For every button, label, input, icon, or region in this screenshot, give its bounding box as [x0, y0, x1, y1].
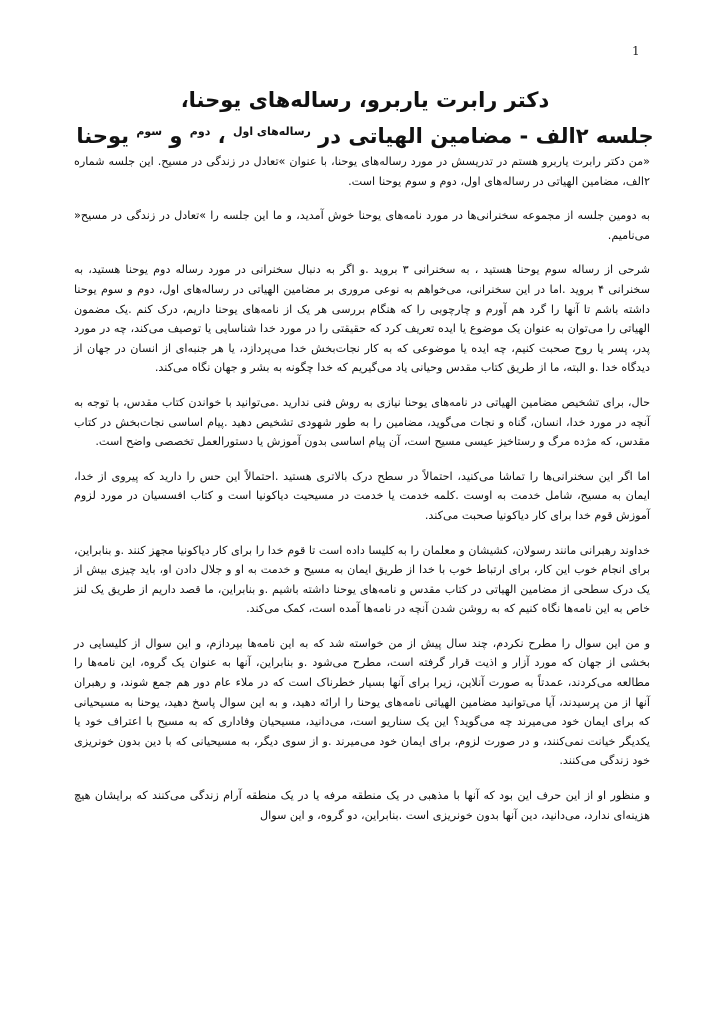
- title-line-2: [60, 116, 670, 152]
- page-number: 1: [632, 44, 640, 58]
- title-superscript-third: سوم: [136, 125, 163, 138]
- title-line-2-prefix: جلسه ۲الف - مضامین الهیاتی در: [318, 124, 654, 148]
- paragraph: اما اگر این سخنرانی‌ها را تماشا می‌کنید، احتمالاً در سطح درک بالاتری هستید .احتمالاً این حس را دارید که پیروی از خدا، ایمان به مسیح، شامل خدمت به اوست .کلمه خدمت یا خدمت در مسیحیت دیاکونیا است و کتاب افسسیان در مورد لزوم آموزش قوم خدا برای کار دیاکونیا صحبت می‌کند.: [74, 469, 650, 522]
- title-and: و: [169, 124, 183, 148]
- document-body: [74, 152, 650, 840]
- title-superscript-first: رساله‌های اول: [232, 125, 311, 138]
- title-line-1: دکتر رابرت یاربرو، رساله‌های یوحنا،: [180, 88, 550, 112]
- paragraph: و منظور او از این حرف این بود که آنها با مذهبی در یک منطقه مرفه یا در یک منطقه آرام زندگی می‌کنند که برایشان هیچ هزینه‌ای ندارد، می‌دانید، دین آنها بدون خونریزی است .بنابراین، دو گروه، و این سوال: [74, 789, 650, 822]
- paragraph: و من این سوال را مطرح نکردم، چند سال پیش از من خواسته شد که به این نامه‌ها بپردازم، و این سوال از کلیسایی در بخشی از جهان که مورد آزار و اذیت قرار گرفته است، مطرح می‌شود .و بنابراین، آنها به عنوان یک گروه، این نامه‌ها را مطالعه می‌کردند، عمدتاً به صورت آنلاین، زیرا برای آنها بسیار خطرناک است که در ملاء عام دور هم جمع شوند، و رهبران آنها از من پرسیدند، آیا می‌توانید مضامین الهیاتی نامه‌های یوحنا را ارائه دهید، و به این سوال پاسخ دهید، یوحنا به مسیحیانی که برای ایمان خود می‌میرند چه می‌گوید؟ این یک سناریو است، می‌دانید، مسیحیان وفاداری که به مسیح با اعتراف خود یا یکدیگر خیانت نمی‌کنند، و در صورت لزوم، برای ایمان خود می‌میرند .و از سوی دیگر، به مسیحیانی که با دین بدون خونریزی خود زندگی می‌کنند.: [74, 636, 650, 768]
- paragraph: «من دکتر رابرت یاربرو هستم در تدریسش در مورد رساله‌های یوحنا، با عنوان »تعادل در زندگی در مسیح. این جلسه شماره ۲الف، مضامین الهیاتی در رساله‌های اول، دوم و سوم یوحنا است.: [74, 155, 650, 188]
- title-superscript-second: دوم: [189, 125, 211, 138]
- title-separator: ،: [217, 124, 226, 148]
- paragraph: شرحی از رساله سوم یوحنا هستید ، به سخنرانی ۳ بروید .و اگر به دنبال سخنرانی در مورد رساله دوم یوحنا هستید، به سخنرانی ۴ بروید .اما در این سخنرانی، می‌خواهم به نوعی مروری بر مضامین الهیاتی در رساله‌های اول، دوم و سوم یوحنا داشته باشم تا آنها را گرد هم آورم و چارچوبی را که هنگام بررسی هر یک از نامه‌های یوحنا داریم، درک کنم .یک مضمون الهیاتی را می‌توان به عنوان یک موضوع یا ایده تعریف کرد که حقیقتی را در مورد خدا شناسایی یا توصیف می‌کند، چه در مورد پدر، پسر یا روح صحبت کنیم، چه ایده یا موضوعی که به کار نجات‌بخش خدا می‌پردازد، یا هر جنبه‌ای از انسان در جهان از دیدگاه خدا .و البته، ما از طریق کتاب مقدس وحیانی یاد می‌گیریم که خدا چگونه به بشر و جهان نگاه می‌کند.: [74, 263, 650, 375]
- document-title: [60, 86, 670, 152]
- title-line-2-suffix: یوحنا: [76, 124, 130, 148]
- paragraph: حال، برای تشخیص مضامین الهیاتی در نامه‌های یوحنا نیازی به روش فنی ندارید .می‌توانید با خواندن کتاب مقدس، با توجه به آنچه در مورد خدا، انسان، گناه و نجات می‌گوید، مضامین را به طور شهودی تشخیص دهید .پیام اساسی نجات‌بخش در کتاب مقدس، که مژده مرگ و رستاخیز عیسی مسیح است، آن پیام اساسی بدون آموزش یا دستورالعمل تخصصی واضح است.: [74, 395, 650, 449]
- paragraph: به دومین جلسه از مجموعه سخنرانی‌ها در مورد نامه‌های یوحنا خوش آمدید، و ما این جلسه را »تعادل در زندگی در مسیح« می‌نامیم.: [74, 209, 650, 242]
- paragraph: خداوند رهبرانی مانند رسولان، کشیشان و معلمان را به کلیسا داده است تا قوم خدا را برای کار دیاکونیا مجهز کنند .و بنابراین، برای انجام خوب این کار، برای ارتباط خوب با خدا از طریق ایمان به مسیح و خدمت به او و جلال دادن او، باید چیزی بیش از یک درک سطحی از مضامین الهیاتی در کتاب مقدس و نامه‌های یوحنا داشته باشیم .و بنابراین، ما قصد داریم از طریق یک لنز خاص به این نامه‌ها نگاه کنیم که به روشن شدن آنچه در نامه‌ها آمده است، کمک می‌کند.: [74, 543, 650, 616]
